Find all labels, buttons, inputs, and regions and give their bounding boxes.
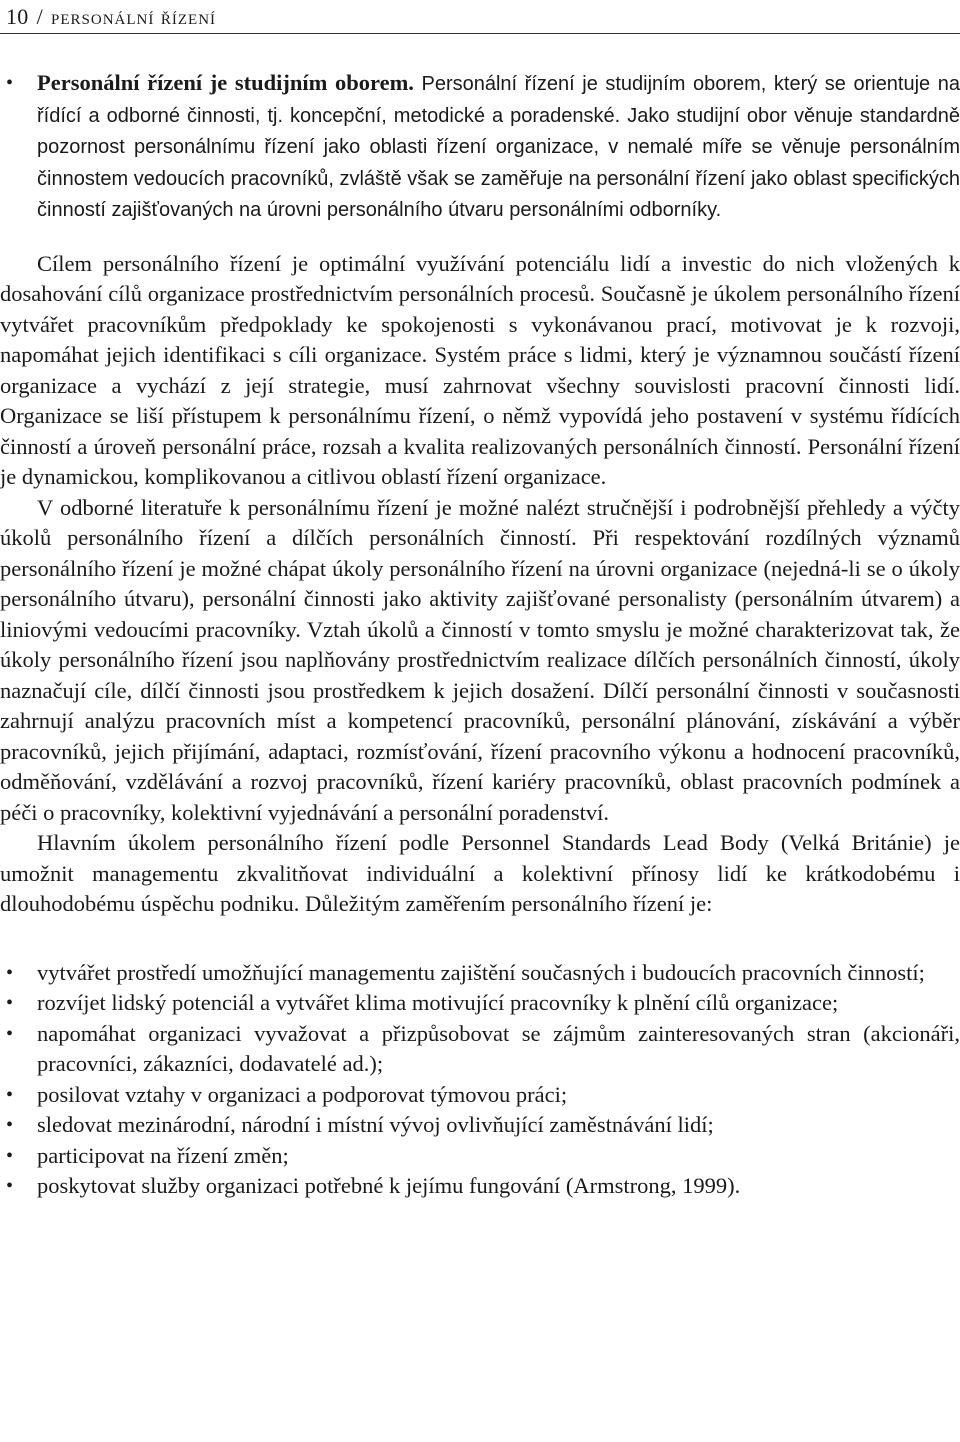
bullet-icon: • [6,1083,14,1106]
list-item-text: poskytovat služby organizaci potřebné k jejímu fungování (Armstrong, 1999). [37,1173,741,1198]
list-item-text: rozvíjet lidský potenciál a vytvářet klima motivující pracovníky k plnění cílů organizace; [37,990,839,1015]
paragraph-3: Hlavním úkolem personálního řízení podle Personnel Standards Lead Body (Velká Británie) je umožnit managementu zkvalitňovat individuální a kolektivní přínosy lidí ke krátkodobému i dlouhodobému úspěchu podniku. Důležitým zaměřením personálního řízení je: [0,830,960,916]
list-item [0,1141,960,1172]
page-header [6,4,216,30]
bullet-icon: • [6,961,14,984]
intro-text-b: Jako studijní obor věnuje standardně pozornost personálnímu řízení jako oblasti řízení organizace, v nemalé míře se věnuje personálním činnostem vedoucích pracovníků, zvláště však se zaměřuje na personální řízení jako oblast specifických činností zajišťovaných na úrovni personálního útvaru personálními odborníky. [37,104,960,221]
bullet-icon: • [6,1022,14,1045]
bullet-icon: • [6,1175,14,1197]
list-item [0,988,960,1019]
list-item [0,1110,960,1141]
page-number: 10 [6,4,29,29]
list-item [0,958,960,989]
header-separator: / [36,4,44,29]
list-item-text: participovat na řízení změn; [37,1142,289,1168]
list-item [0,1171,960,1202]
paragraph-1: Cílem personálního řízení je optimální využívání potenciálu lidí a investic do nich vložených k dosahování cílů organizace prostřednictvím personálních procesů. Současně je úkolem personálního řízení vytvářet pracovníkům předpoklady ke spokojenosti s vykonávanou prací, motivovat je k rozvoji, napomáhat jejich identifikaci s cíli organizace. Systém práce s lidmi, který je významnou součástí řízení organizace a vychází z její strategie, musí zahrnovat všechny souvislosti pracovní činnosti lidí. Organizace se liší přístupem k personálnímu řízení, o němž vypovídá jeho postavení v systému řídících činností a úroveň personální práce, rozsah a kvalita realizovaných personálních činností. Personální řízení je dynamickou, komplikovanou a citlivou oblastí řízení organizace. [0,250,960,489]
intro-bullet [0,68,960,226]
list-item-text: sledovat mezinárodní, národní i místní vývoj ovlivňující zaměstnávání lidí; [37,1112,714,1137]
header-rule [0,33,960,34]
bullet-icon: • [6,72,14,94]
spacer [0,226,960,249]
bullet-icon: • [6,1144,14,1167]
running-title: personální řízení [51,4,217,29]
bullet-icon: • [6,992,14,1014]
focus-list [0,958,960,1202]
list-item [0,1019,960,1080]
intro-text-a: Personální řízení je studijním oborem, který se orientuje na řídící a odborné činnosti, tj. koncepční, metodické a poradenské. [37,73,960,127]
intro-bold-lead: Personální řízení je studijním oborem. [37,70,414,95]
list-item-text: vytvářet prostředí umožňující managementu zajištění současných i budoucích pracovních činností; [37,959,925,985]
paragraph-2: V odborné literatuře k personálnímu řízení je možné nalézt stručnější i podrobnější přehledy a výčty úkolů personálního řízení a dílčích personálních činností. Při respektování rozdílných významů personálního řízení je možné chápat úkoly personálního řízení na úrovni organizace (nejedná-li se o úkoly personálního útvaru), personální činnosti jako aktivity zajišťované personalisty (personálním útvarem) a liniovými vedoucími pracovníky. Vztah úkolů a činností v tomto smyslu je možné charakterizovat tak, že úkoly personálního řízení jsou naplňovány prostřednictvím realizace dílčích personálních činností, úkoly naznačují cíle, dílčí činnosti jsou prostředkem k jejich dosažení. Dílčí personální činnosti v současnosti zahrnují analýzu pracovních míst a kompetencí pracovníků, personální plánování, získávání a výběr pracovníků, jejich přijímání, adaptaci, rozmísťování, řízení pracovního výkonu a hodnocení pracovníků, odměňování, vzdělávání a rozvoj pracovníků, řízení kariéry pracovníků, oblast pracovních podmínek a péči o pracovníky, kolektivní vyjednávání a personální poradenství. [0,494,960,825]
bullet-icon: • [6,1114,14,1136]
list-item-text: napomáhat organizaci vyvažovat a přizpůsobovat se zájmům zainteresovaných stran (akcionáři, pracovníci, zákazníci, dodavatelé ad.); [37,1020,960,1076]
list-item-text: posilovat vztahy v organizaci a podporovat týmovou práci; [37,1081,568,1107]
page-body [0,68,960,1202]
list-item [0,1080,960,1111]
